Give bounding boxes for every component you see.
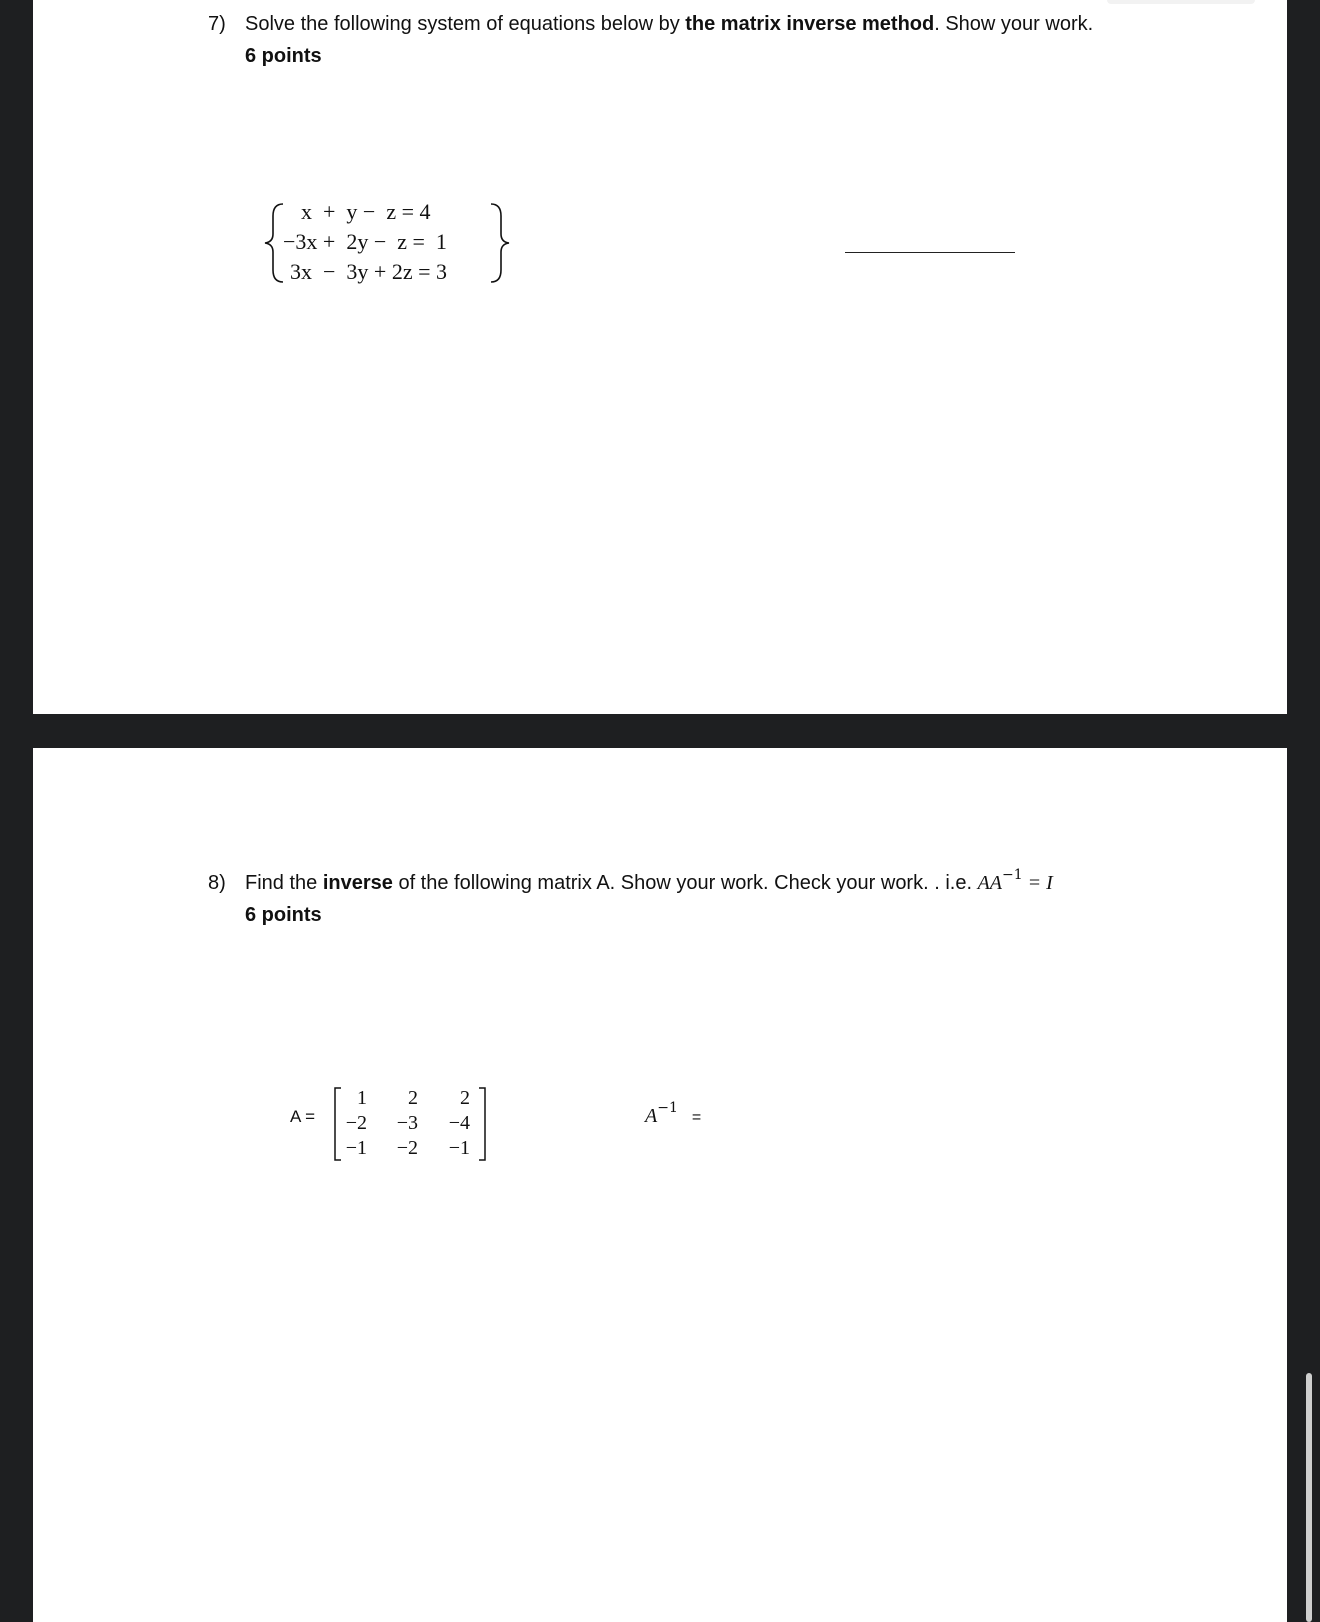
matrix-cell-1-3: 2	[460, 1087, 470, 1109]
question-8-prompt	[245, 867, 1053, 896]
matrix-cell-3-2: −2	[396, 1137, 418, 1159]
inverse-symbol: A	[645, 1105, 658, 1127]
answer-blank-line	[845, 252, 1015, 253]
inverse-exponent: −1	[657, 1100, 678, 1117]
question-7-prompt	[245, 11, 1093, 37]
scrollbar-thumb[interactable]	[1306, 1373, 1312, 1622]
matrix-cell-2-2: −3	[396, 1112, 418, 1134]
question-7-text-after: . Show your work.	[934, 13, 1094, 35]
matrix-cell-3-1: −1	[345, 1137, 367, 1159]
matrix-cell-1-2: 2	[408, 1087, 418, 1109]
page-tab-edge	[1107, 0, 1255, 4]
page-2	[33, 748, 1287, 1622]
question-8-points: 6 points	[245, 904, 322, 926]
check-rhs: = I	[1022, 872, 1053, 894]
matrix-cell-2-3: −4	[448, 1112, 470, 1134]
question-8-text-before: Find the	[245, 872, 323, 894]
matrix-cell-1-1: 1	[357, 1087, 367, 1109]
question-7-points: 6 points	[245, 45, 322, 67]
question-7-text-bold: the matrix inverse method	[685, 13, 935, 35]
check-expression: AA	[977, 872, 1002, 894]
inverse-label	[645, 1100, 702, 1128]
question-7-number: 7)	[208, 13, 226, 35]
check-exponent: −1	[1002, 867, 1023, 884]
question-8-number: 8)	[208, 872, 226, 894]
question-8-text-after: of the following matrix A. Show your work. Check your work. . i.e.	[392, 872, 978, 894]
question-8-text-bold: inverse	[322, 872, 393, 894]
page-1	[33, 0, 1287, 714]
equation-row-1: x + y − z = 4	[301, 199, 431, 224]
matrix-cell-3-3: −1	[448, 1137, 470, 1159]
matrix-cell-2-1: −2	[345, 1112, 367, 1134]
equation-row-2: −3x + 2y − z = 1	[283, 229, 447, 254]
question-7-text-before: Solve the following system of equations below by	[245, 13, 686, 35]
equation-row-3: 3x − 3y + 2z = 3	[290, 259, 447, 284]
inverse-equals: =	[691, 1109, 702, 1126]
matrix-label: A =	[290, 1107, 316, 1126]
right-brace	[485, 200, 515, 286]
